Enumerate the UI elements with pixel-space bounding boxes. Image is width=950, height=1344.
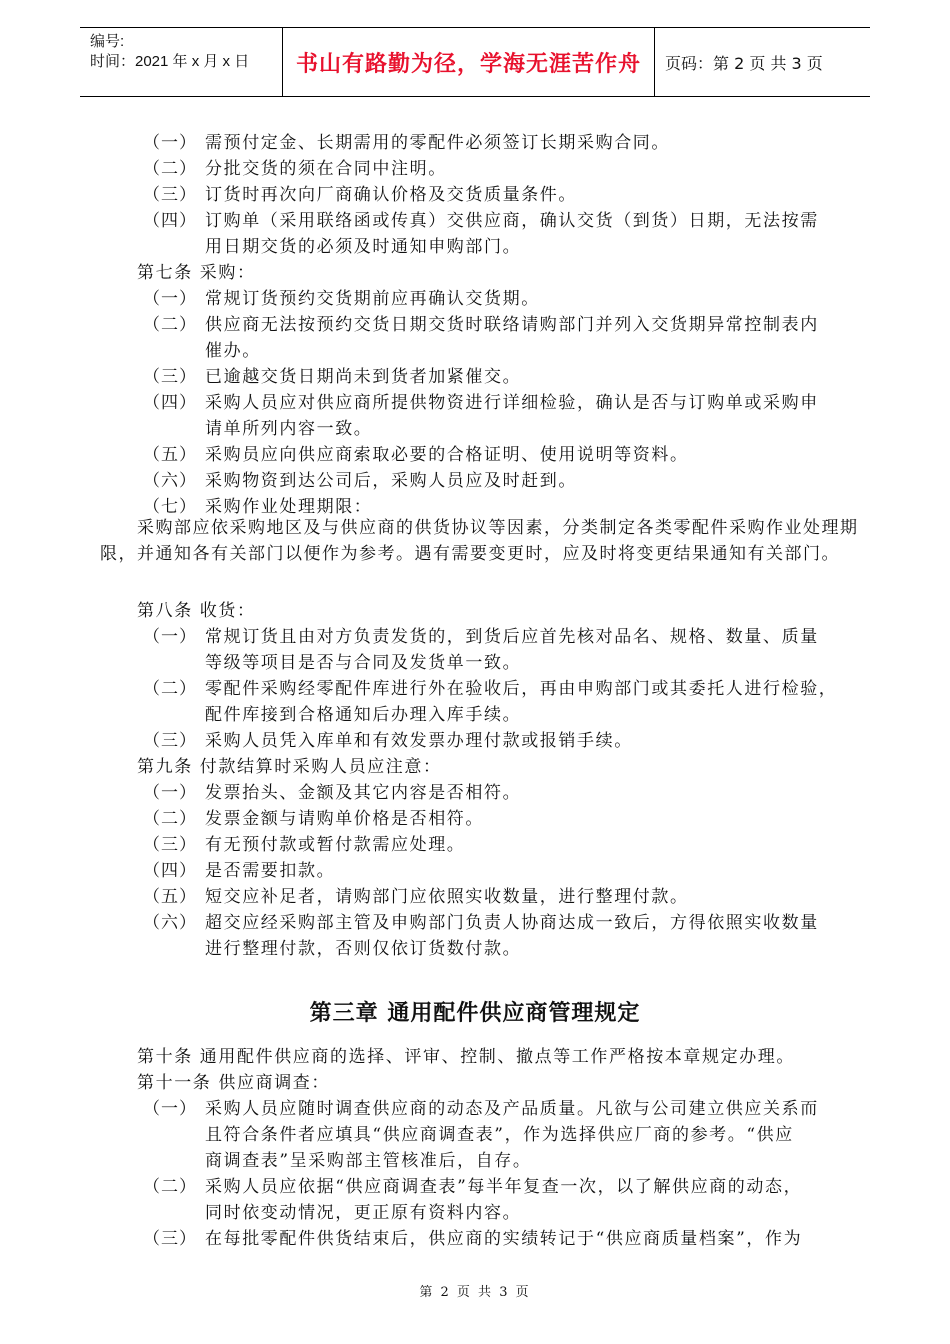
clause-text: 在每批零配件供货结束后，供应商的实绩转记于“供应商质量档案”，作为	[205, 1229, 803, 1249]
clause-text: 采购物资到达公司后，采购人员应及时赶到。	[205, 471, 577, 491]
clause-text: 已逾越交货日期尚未到货者加紧催交。	[205, 367, 522, 387]
clause-text: 有无预付款或暂付款需应处理。	[205, 835, 466, 855]
clause-text: 采购员应向供应商索取必要的合格证明、使用说明等资料。	[205, 445, 689, 465]
clause-number: （一）	[143, 783, 197, 803]
clause-number: （一）	[143, 627, 197, 647]
clause-number: （二）	[143, 679, 197, 699]
clause-text: 发票金额与请购单价格是否相符。	[205, 809, 484, 829]
clause-number: （六）	[143, 471, 197, 491]
clause-text: 请单所列内容一致。	[205, 419, 373, 439]
clause-text: 短交应补足者，请购部门应依照实收数量，进行整理付款。	[205, 887, 689, 907]
clause-text: 商调查表”呈采购部主管核准后，自存。	[205, 1151, 532, 1171]
clause-text: 零配件采购经零配件库进行外在验收后，再由申购部门或其委托人进行检验，	[205, 679, 838, 699]
clause-number: （六）	[143, 913, 197, 933]
clause-number: （三）	[143, 835, 197, 855]
header-meta	[80, 28, 283, 96]
clause-text: 采购人员应随时调查供应商的动态及产品质量。凡欲与公司建立供应关系而	[205, 1099, 819, 1119]
clause-number: （三）	[143, 731, 197, 751]
clause-text: 订货时再次向厂商确认价格及交货质量条件。	[205, 185, 577, 205]
document-number-label: 编号:	[90, 33, 125, 50]
clause-number: （四）	[143, 211, 197, 231]
clause-text: 超交应经采购部主管及申购部门负责人协商达成一致后，方得依照实收数量	[205, 913, 819, 933]
clause-number: （二）	[143, 315, 197, 335]
clause-text: 是否需要扣款。	[205, 861, 336, 881]
article-11-heading: 第十一条 供应商调查：	[137, 1073, 331, 1093]
clause-text: 配件库接到合格通知后办理入库手续。	[205, 705, 522, 725]
clause-text: 采购作业处理期限：	[205, 497, 373, 517]
clause-text: 采购人员应对供应商所提供物资进行详细检验，确认是否与订购单或采购申	[205, 393, 819, 413]
page-footer: 第 2 页 共 3 页	[419, 1285, 531, 1300]
clause-number: （二）	[143, 809, 197, 829]
header-page-label: 页码：第 2 页 共 3 页	[665, 53, 823, 73]
clause-text: 用日期交货的必须及时通知申购部门。	[205, 237, 522, 257]
clause-text: 且符合条件者应填具“供应商调查表”，作为选择供应厂商的参考。“供应	[205, 1125, 794, 1145]
clause-text: 同时依变动情况，更正原有资料内容。	[205, 1203, 522, 1223]
clause-text: 采购人员凭入库单和有效发票办理付款或报销手续。	[205, 731, 633, 751]
paragraph-processing-period: 采购部应依采购地区及与供应商的供货协议等因素，分类制定各类零配件采购作业处理期限，并通知各有关部门以便作为参考。遇有需要变更时，应及时将变更结果通知有关部门。	[100, 518, 859, 564]
clause-number: （三）	[143, 185, 197, 205]
document-date-label: 时间：2021 年 x 月 x 日	[90, 53, 250, 70]
clause-text: 发票抬头、金额及其它内容是否相符。	[205, 783, 522, 803]
clause-number: （三）	[143, 1229, 197, 1249]
clause-text: 订购单（采用联络函或传真）交供应商，确认交货（到货）日期，无法按需	[205, 211, 819, 231]
clause-number: （一）	[143, 289, 197, 309]
clause-text: 等级等项目是否与合同及发货单一致。	[205, 653, 522, 673]
clause-text: 供应商无法按预约交货日期交货时联络请购部门并列入交货期异常控制表内	[205, 315, 819, 335]
article-8-heading: 第八条 收货：	[137, 601, 256, 621]
page-header	[80, 27, 870, 97]
clause-text: 常规订货且由对方负责发货的，到货后应首先核对品名、规格、数量、质量	[205, 627, 819, 647]
clause-number: （四）	[143, 861, 197, 881]
clause-number: （五）	[143, 445, 197, 465]
clause-text: 采购人员应依据“供应商调查表”每半年复查一次，以了解供应商的动态，	[205, 1177, 803, 1197]
clause-text: 分批交货的须在合同中注明。	[205, 159, 447, 179]
clause-number: （五）	[143, 887, 197, 907]
clause-text: 常规订货预约交货期前应再确认交货期。	[205, 289, 540, 309]
clause-number: （七）	[143, 497, 197, 517]
clause-number: （一）	[143, 1099, 197, 1119]
clause-number: （二）	[143, 1177, 197, 1197]
article-7-heading: 第七条 采购：	[137, 263, 256, 283]
clause-number: （一）	[143, 133, 197, 153]
header-motto: 书山有路勤为径，学海无涯苦作舟	[283, 28, 655, 96]
clause-text: 需预付定金、长期需用的零配件必须签订长期采购合同。	[205, 133, 670, 153]
article-10-text: 第十条 通用配件供应商的选择、评审、控制、撤点等工作严格按本章规定办理。	[137, 1047, 796, 1067]
clause-number: （二）	[143, 159, 197, 179]
clause-text: 进行整理付款，否则仅依订货数付款。	[205, 939, 522, 959]
clause-number: （三）	[143, 367, 197, 387]
chapter-3-title: 第三章 通用配件供应商管理规定	[309, 1001, 641, 1026]
clause-text: 催办。	[205, 341, 261, 361]
article-9-heading: 第九条 付款结算时采购人员应注意：	[137, 757, 442, 777]
clause-number: （四）	[143, 393, 197, 413]
